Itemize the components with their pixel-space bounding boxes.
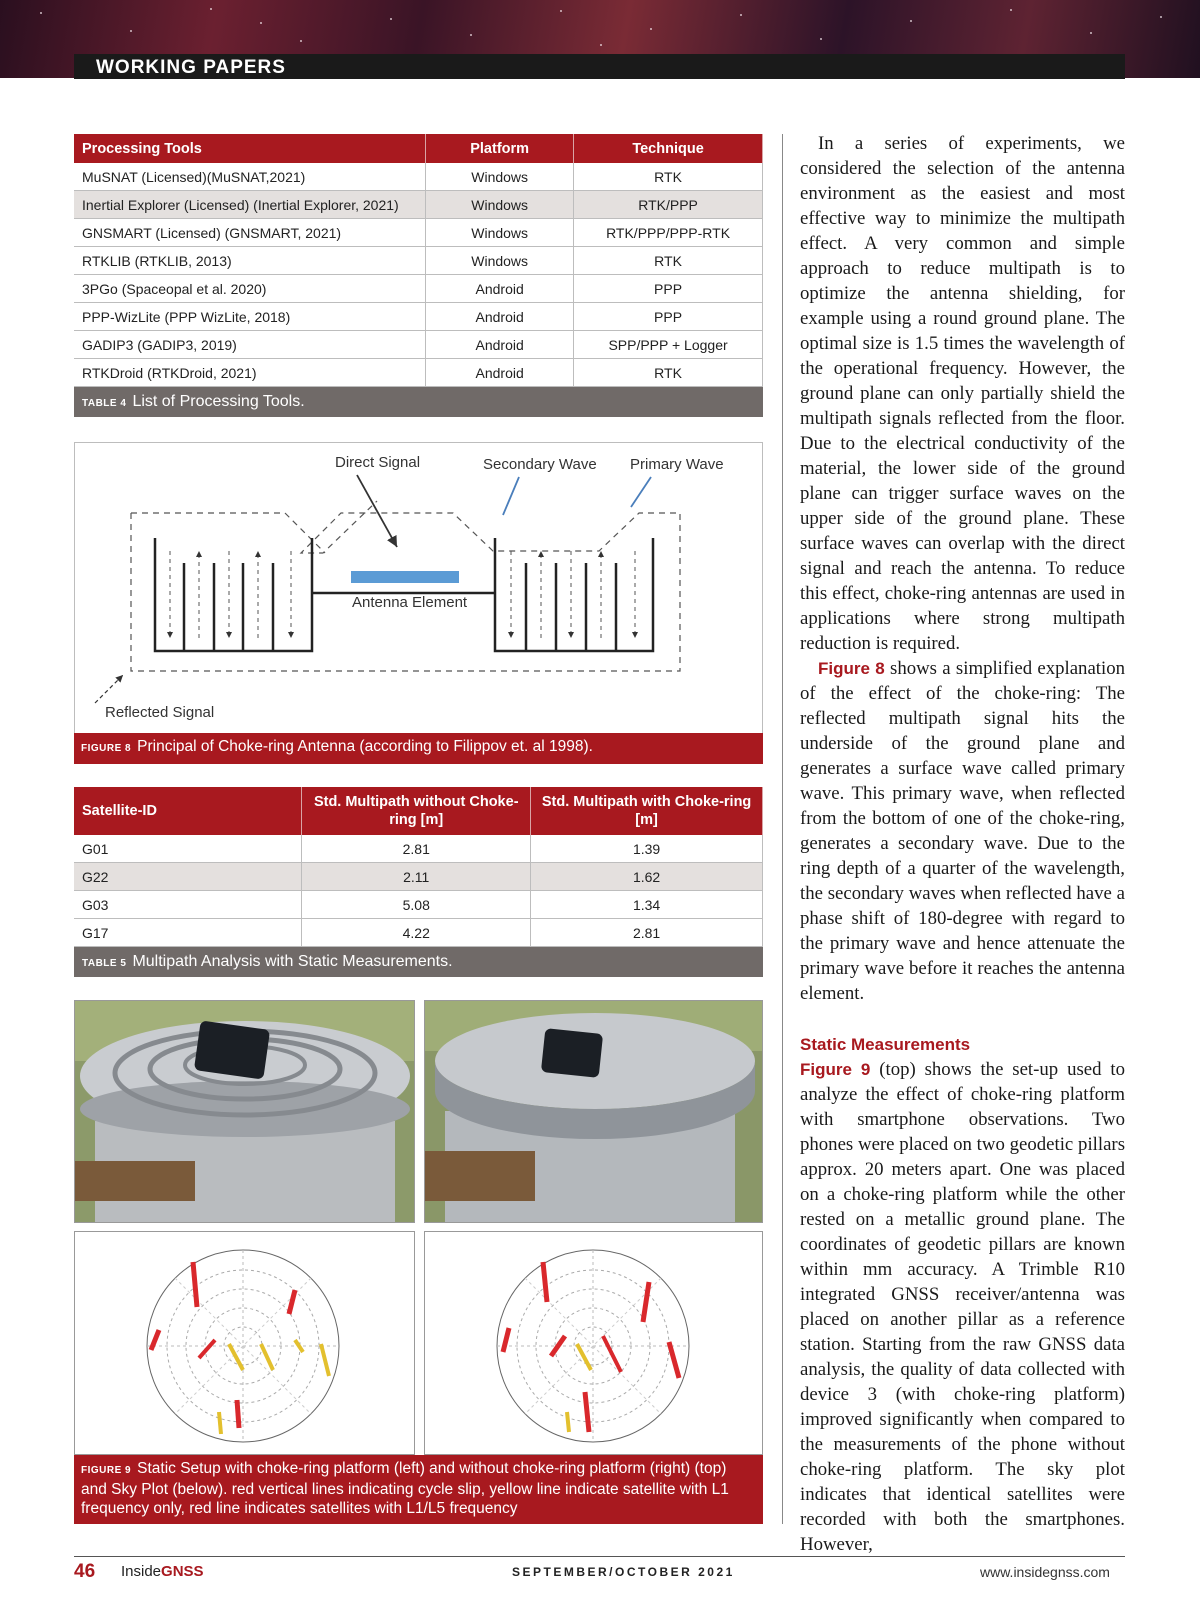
processing-tools-table xyxy=(74,134,763,417)
surface-wave-path xyxy=(131,513,325,553)
column-header: Processing Tools xyxy=(74,134,426,163)
table-cell: Windows xyxy=(426,247,574,275)
table-cell: RTK xyxy=(574,163,763,191)
reflected-signal-label: Reflected Signal xyxy=(105,704,215,721)
caption-label: FIGURE 9 xyxy=(81,1465,132,1476)
table-cell: RTK/PPP/PPP-RTK xyxy=(574,219,763,247)
caption-label: TABLE 4 xyxy=(82,398,127,409)
table-row xyxy=(74,247,763,275)
caption-text: Principal of Choke-ring Antenna (according to Filippov et. al 1998). xyxy=(137,738,593,755)
reflected-signal-arrow xyxy=(95,675,123,703)
website-link[interactable]: www.insidegnss.com xyxy=(980,1564,1110,1580)
column-header: Std. Multipath without Choke-ring [m] xyxy=(302,787,531,835)
caption-text: Multipath Analysis with Static Measurements. xyxy=(132,953,453,970)
table-row xyxy=(74,275,763,303)
table-cell: RTK xyxy=(574,247,763,275)
secondary-wave-label: Secondary Wave xyxy=(483,456,597,473)
table-cell: SPP/PPP + Logger xyxy=(574,331,763,359)
table-row xyxy=(74,863,763,891)
footer-rule xyxy=(74,1556,1125,1557)
antenna-element-label: Antenna Element xyxy=(352,594,468,611)
table-cell: RTKLIB (RTKLIB, 2013) xyxy=(74,247,426,275)
table-caption xyxy=(74,947,763,978)
table-cell: G22 xyxy=(74,863,302,891)
column-divider xyxy=(782,134,783,1524)
table-cell: G03 xyxy=(74,891,302,919)
choke-ring-photo xyxy=(74,1000,415,1223)
table-caption xyxy=(74,387,763,418)
table-cell: Android xyxy=(426,275,574,303)
ground-plane-photo xyxy=(424,1000,763,1223)
choke-ring-svg xyxy=(75,443,764,733)
table-cell: Windows xyxy=(426,219,574,247)
table-cell: 2.11 xyxy=(302,863,531,891)
column-header: Std. Multipath with Choke-ring [m] xyxy=(531,787,763,835)
left-ring-outer xyxy=(155,538,312,651)
table-cell: PPP xyxy=(574,275,763,303)
paragraph xyxy=(800,1057,1125,1557)
direct-signal-label: Direct Signal xyxy=(335,454,421,471)
table-header-row xyxy=(74,787,763,835)
table-row xyxy=(74,359,763,387)
primary-wave-pointer xyxy=(631,477,651,507)
section-title: WORKING PAPERS xyxy=(96,57,286,78)
table-cell: RTK/PPP xyxy=(574,191,763,219)
table-cell: Android xyxy=(426,359,574,387)
table-cell: 1.62 xyxy=(531,863,763,891)
table-cell: 5.08 xyxy=(302,891,531,919)
table-cell: 3PGo (Spaceopal et al. 2020) xyxy=(74,275,426,303)
table-row xyxy=(74,331,763,359)
table-cell: 2.81 xyxy=(531,919,763,947)
section-heading: Static Measurements xyxy=(800,1035,971,1054)
table-cell: MuSNAT (Licensed)(MuSNAT,2021) xyxy=(74,163,426,191)
table-row xyxy=(74,303,763,331)
table-cell: 2.81 xyxy=(302,835,531,863)
article-text xyxy=(800,131,1125,1557)
paragraph: In a series of experiments, we considered the selection of the antenna environment as the easiest and most effective way to minimize the multipath effect. A very common and simple approach to reduce multipath is to optimize the antenna shielding, for example using a round ground plane. The optimal size is 1.5 times the wavelength of the operational frequency. However, the ground plane can only partially shield the multipath signals reflected from the floor. Due to the electrical conductivity of the material, the lower side of the ground plane can trigger surface waves on the upper side of the ground plane. These surface waves can overlap with the direct signal and reach the antenna. To reduce this effect, choke-ring antennas are used in applications where strong multipath reduction is required. xyxy=(800,133,1125,654)
paragraph-text: (top) shows the set-up used to analyze the effect of choke-ring platform with smartphone observations. Two phones were placed on two geodetic pillars approx. 20 meters apart. One was placed on a choke-ring platform while the other rested on a metallic ground plane. The coordinates of geodetic pillars are known within mm accuracy. A Trimble R10 integrated GNSS receiver/antenna was placed on another pillar as a reference station. Starting from the raw GNSS data analysis, the quality of data collected with device 3 (with choke-ring platform) improved significantly when compared to the measurements of the phone without choke-ring platform. The sky plot indicates that identical satellites were recorded with both the smartphones. However, xyxy=(800,1059,1125,1555)
brand-suffix: GNSS xyxy=(161,1563,204,1580)
table-cell: Windows xyxy=(426,163,574,191)
table-cell: PPP-WizLite (PPP WizLite, 2018) xyxy=(74,303,426,331)
table-cell: 4.22 xyxy=(302,919,531,947)
table-row xyxy=(74,891,763,919)
table-cell: Windows xyxy=(426,191,574,219)
caption-label: FIGURE 8 xyxy=(81,743,132,754)
table-row xyxy=(74,163,763,191)
issue-date: SEPTEMBER/OCTOBER 2021 xyxy=(512,1565,735,1579)
figure-caption xyxy=(74,1455,763,1524)
primary-wave-label: Primary Wave xyxy=(630,456,724,473)
table-row xyxy=(74,919,763,947)
table-cell: 1.34 xyxy=(531,891,763,919)
figure-reference[interactable]: Figure 8 xyxy=(818,659,885,678)
sky-plot-left xyxy=(74,1231,415,1455)
brand-prefix: Inside xyxy=(121,1563,162,1580)
sky-plot-right xyxy=(424,1231,763,1455)
table-cell: RTKDroid (RTKDroid, 2021) xyxy=(74,359,426,387)
figure-caption xyxy=(74,733,763,764)
table-cell: Android xyxy=(426,331,574,359)
column-header: Platform xyxy=(426,134,574,163)
table-header-row xyxy=(74,134,763,163)
table-cell: Android xyxy=(426,303,574,331)
table-row xyxy=(74,219,763,247)
figure-reference[interactable]: Figure 9 xyxy=(800,1060,871,1079)
table-cell: Inertial Explorer (Licensed) (Inertial Explorer, 2021) xyxy=(74,191,426,219)
direct-signal-arrow xyxy=(357,475,397,547)
paragraph xyxy=(800,656,1125,1006)
caption-text: Static Setup with choke-ring platform (left) and without choke-ring platform (right) (top) and Sky Plot (below). red vertical lines indicating cycle slip, yellow line indicate satellite with L1 frequency only, red line indicates satellites with L1/L5 frequency xyxy=(81,1460,729,1517)
section-header xyxy=(74,54,1125,79)
table-row xyxy=(74,191,763,219)
table-cell: PPP xyxy=(574,303,763,331)
secondary-wave-pointer xyxy=(503,477,519,515)
magazine-brand xyxy=(121,1563,204,1580)
multipath-analysis-table xyxy=(74,787,763,977)
choke-ring-diagram xyxy=(74,442,763,764)
caption-label: TABLE 5 xyxy=(82,958,127,969)
caption-text: List of Processing Tools. xyxy=(132,393,305,410)
page-number: 46 xyxy=(74,1561,96,1582)
table-cell: GADIP3 (GADIP3, 2019) xyxy=(74,331,426,359)
column-header: Technique xyxy=(574,134,763,163)
table-row xyxy=(74,835,763,863)
table-cell: RTK xyxy=(574,359,763,387)
table-cell: GNSMART (Licensed) (GNSMART, 2021) xyxy=(74,219,426,247)
right-ring-outer xyxy=(495,538,653,651)
antenna-element xyxy=(351,571,459,583)
table-cell: G17 xyxy=(74,919,302,947)
table-cell: 1.39 xyxy=(531,835,763,863)
table-cell: G01 xyxy=(74,835,302,863)
column-header: Satellite-ID xyxy=(74,787,302,835)
paragraph-text: shows a simplified explanation of the effect of the choke-ring: The reflected multipath signal hits the underside of the ground plane and generates a surface wave called primary wave. This primary wave, when reflected from the bottom of one of the choke-ring, generates a secondary wave. Due to the ring depth of a quarter of the wavelength, the secondary waves when reflected have a phase shift of 180-degree with regard to the primary wave and hence attenuate the primary wave before it reaches the antenna element. xyxy=(800,658,1126,1004)
